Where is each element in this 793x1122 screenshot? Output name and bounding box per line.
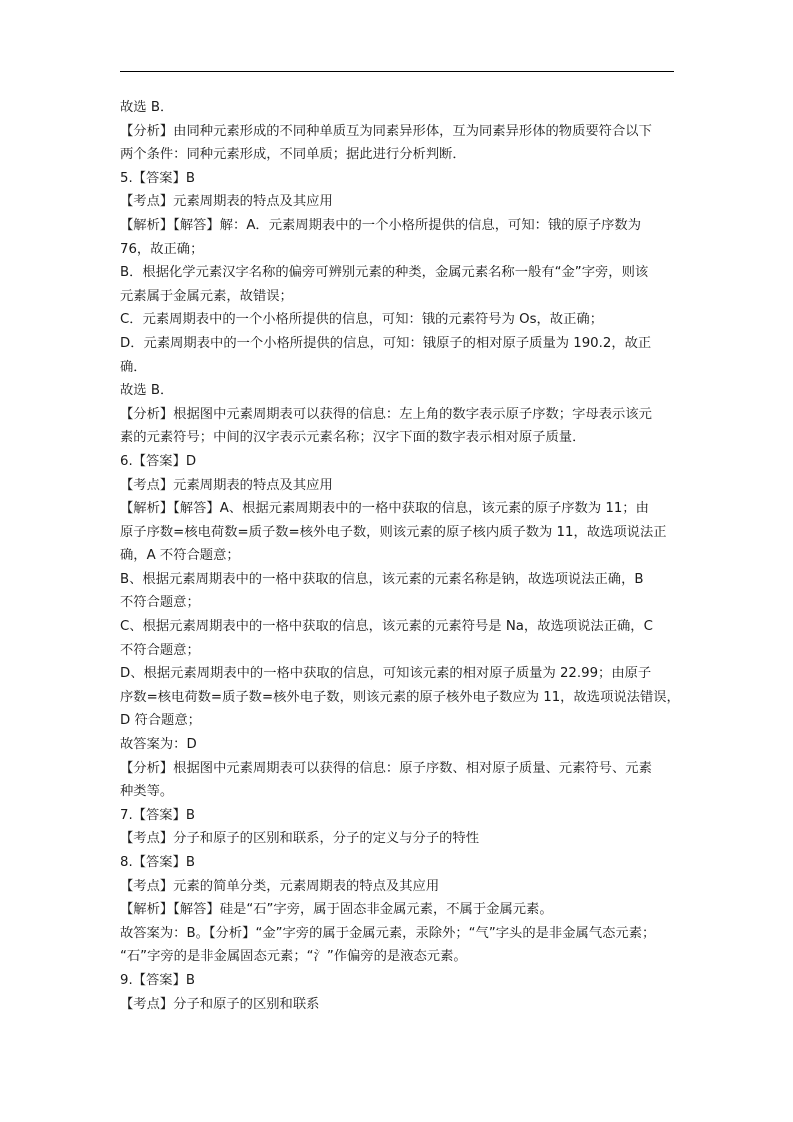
document-body (120, 96, 680, 1016)
text-line: 【解析】【解答】解：A．元素周期表中的一个小格所提供的信息，可知：锇的原子序数为 (120, 217, 642, 233)
text-line: 确，A 不符合题意； (120, 548, 240, 564)
text-line: 确． (120, 359, 147, 375)
text-line: 7.【答案】B (120, 807, 195, 823)
text-line: 【考点】元素周期表的特点及其应用 (120, 477, 333, 493)
text-line: 5.【答案】B (120, 170, 195, 186)
text-line: 【解析】【解答】硅是“石”字旁，属于固态非金属元素，不属于金属元素。 (120, 902, 553, 918)
text-line: 素的元素符号；中间的汉字表示元素名称；汉字下面的数字表示相对原子质量． (120, 430, 586, 446)
text-line: 不符合题意； (120, 642, 200, 658)
text-line: C、根据元素周期表中的一格中获取的信息，该元素的元素符号是 Na，故选项说法正确，C (120, 619, 653, 635)
text-line: 不符合题意； (120, 595, 200, 611)
text-line: C．元素周期表中的一个小格所提供的信息，可知：锇的元素符号为 Os，故正确； (120, 312, 603, 328)
text-line: 种类等。 (120, 784, 174, 800)
text-line: 【分析】根据图中元素周期表可以获得的信息：左上角的数字表示原子序数；字母表示该元 (120, 406, 652, 422)
text-line: 故答案为：D (120, 737, 197, 753)
text-line: 【考点】元素的简单分类，元素周期表的特点及其应用 (120, 878, 440, 894)
text-line: 【分析】根据图中元素周期表可以获得的信息：原子序数、相对原子质量、元素符号、元素 (120, 760, 652, 776)
text-line: D．元素周期表中的一个小格所提供的信息，可知：锇原子的相对原子质量为 190.2，故正 (120, 335, 652, 351)
text-line: 两个条件：同种元素形成，不同单质；据此进行分析判断． (120, 147, 466, 163)
text-line: D、根据元素周期表中的一格中获取的信息，可知该元素的相对原子质量为 22.99；由原子 (120, 666, 652, 682)
text-line: 【解析】【解答】A、根据元素周期表中的一格中获取的信息，该元素的原子序数为 11；由 (120, 501, 649, 517)
text-line: 故选 B． (120, 383, 174, 399)
text-line: “石”字旁的是非金属固态元素；“氵”作偏旁的是液态元素。 (120, 949, 467, 965)
text-line: 9.【答案】B (120, 972, 195, 988)
text-line: 【考点】分子和原子的区别和联系，分子的定义与分子的特性 (120, 831, 480, 847)
text-line: 6.【答案】D (120, 453, 197, 469)
text-line: D 符合题意； (120, 713, 201, 729)
text-line: B、根据元素周期表中的一格中获取的信息，该元素的元素名称是钠，故选项说法正确，B (120, 571, 644, 587)
text-line: 【考点】分子和原子的区别和联系 (120, 996, 320, 1012)
text-line: 元素属于金属元素，故错误； (120, 288, 293, 304)
header-rule (120, 71, 674, 72)
text-line: 8.【答案】B (120, 855, 195, 870)
text-line: 故答案为：B。【分析】“金”字旁的属于金属元素，汞除外；“气”字头的是非金属气态元素； (120, 925, 656, 941)
text-line: 原子序数=核电荷数=质子数=核外电子数，则该元素的原子核内质子数为 11，故选项说法正 (120, 524, 667, 540)
text-line: 【分析】由同种元素形成的不同种单质互为同素异形体，互为同素异形体的物质要符合以下 (120, 123, 652, 139)
text-line: 【考点】元素周期表的特点及其应用 (120, 194, 333, 210)
text-line: B．根据化学元素汉字名称的偏旁可辨别元素的种类，金属元素名称一般有“金”字旁，则该 (120, 265, 649, 281)
text-line: 76，故正确； (120, 241, 204, 257)
text-line: 故选 B． (120, 100, 174, 115)
text-line: 序数=核电荷数=质子数=核外电子数，则该元素的原子核外电子数应为 11，故选项说法错误， (120, 689, 680, 705)
